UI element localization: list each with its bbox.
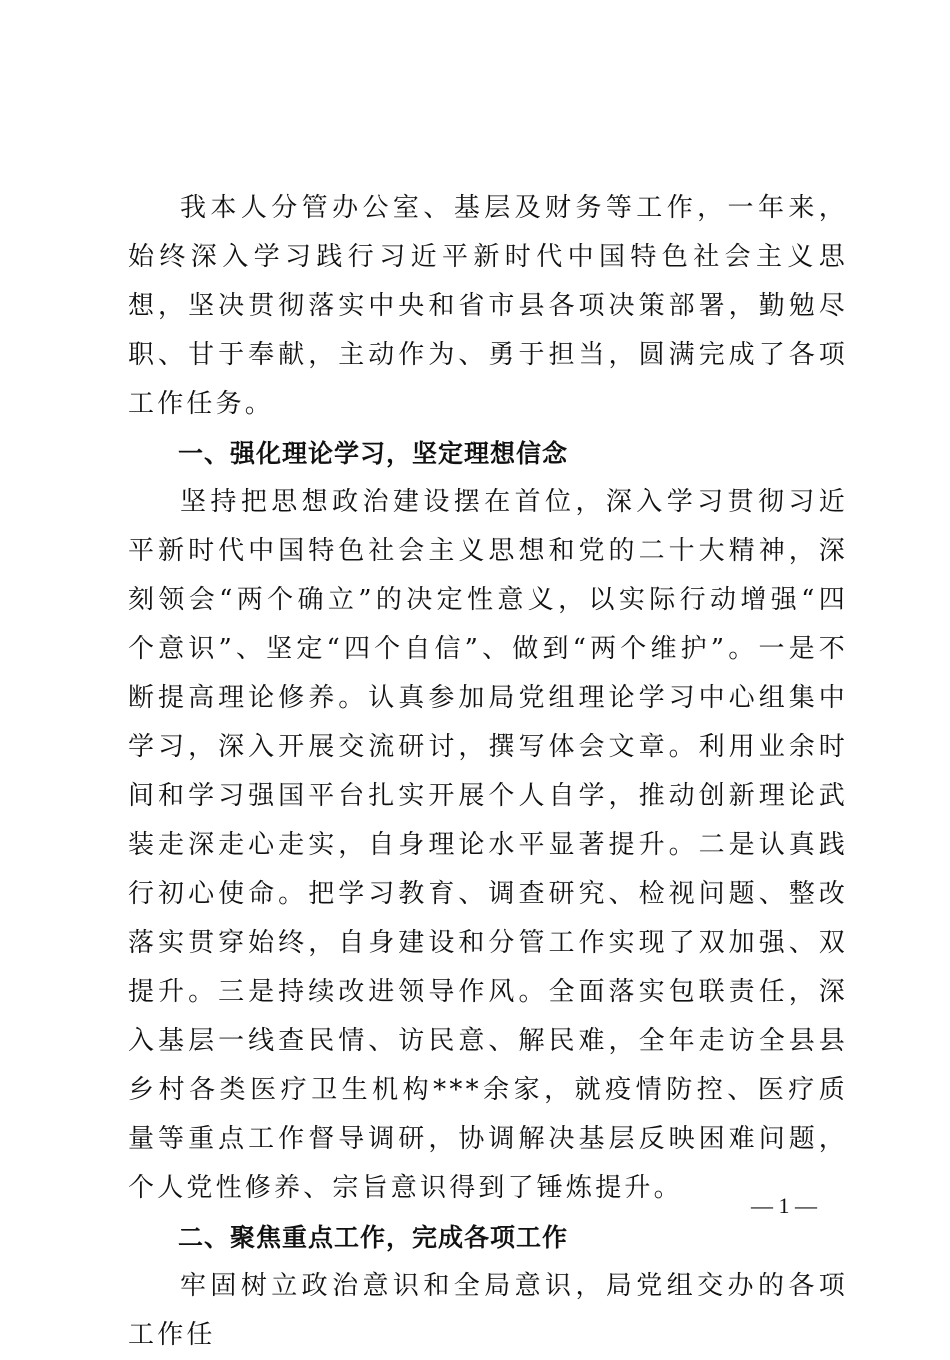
- section-2-paragraph: 牢固树立政治意识和全局意识，局党组交办的各项工作任: [128, 1271, 848, 1350]
- section-1-paragraph: 坚持把思想政治建设摆在首位，深入学习贯彻习近平新时代中国特色社会主义思想和党的二十大精神，深刻领会“两个确立”的决定性意义，以实际行动增强“四个意识”、坚定“四个自信”、做到“两个维护”。一是不断提高理论修养。认真参加局党组理论学习中心组集中学习，深入开展交流研讨，撰写体会文章。利用业余时间和学习强国平台扎实开展个人自学，推动创新理论武装走深走心走实，自身理论水平显著提升。二是认真践行初心使命。把学习教育、调查研究、检视问题、整改落实贯穿始终，自身建设和分管工作实现了双加强、双提升。三是持续改进领导作风。全面落实包联责任，深入基层一线查民情、访民意、解民难，全年走访全县县乡村各类医疗卫生机构***余家，就疫情防控、医疗质量等重点工作督导调研，协调解决基层反映困难问题，个人党性修养、宗旨意识得到了锤炼提升。: [128, 487, 848, 1203]
- page-number: — 1 —: [751, 1193, 817, 1218]
- intro-paragraph: 我本人分管办公室、基层及财务等工作，一年来，始终深入学习践行习近平新时代中国特色社会主义思想，坚决贯彻落实中央和省市县各项决策部署，勤勉尽职、甘于奉献，主动作为、勇于担当，圆满完成了各项工作任务。: [128, 193, 848, 419]
- document-body: [128, 184, 848, 1360]
- section-heading-1: 一、强化理论学习，坚定理想信念: [178, 439, 569, 468]
- section-heading-2: 二、聚焦重点工作，完成各项工作: [178, 1223, 569, 1252]
